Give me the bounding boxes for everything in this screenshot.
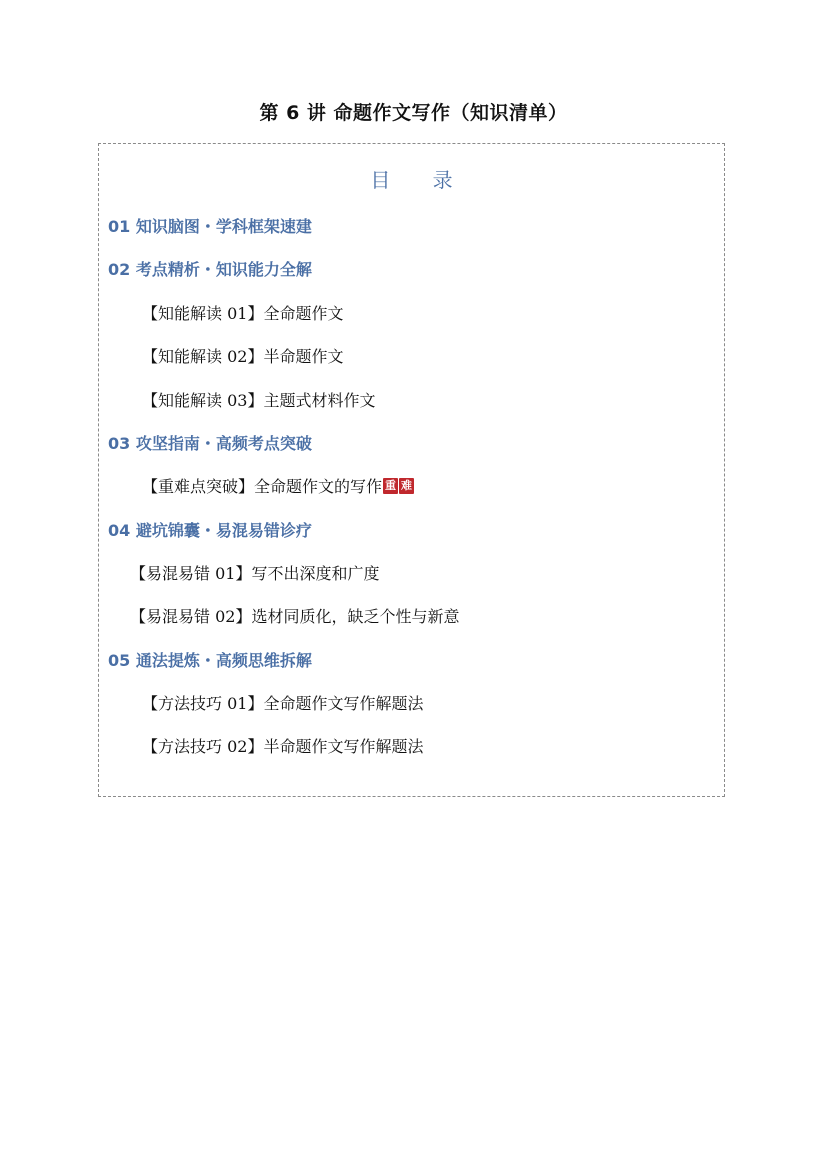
toc-item-method-01[interactable]: 【方法技巧 01】全命题作文写作解题法 bbox=[142, 694, 424, 713]
page-title: 第 6 讲 命题作文写作（知识清单） bbox=[259, 102, 568, 124]
toc-section-03[interactable]: 03 攻坚指南・高频考点突破 bbox=[108, 434, 312, 453]
toc-section-04[interactable]: 04 避坑锦囊・易混易错诊疗 bbox=[108, 521, 312, 540]
toc-item-zhineng-02[interactable]: 【知能解读 02】半命题作文 bbox=[142, 347, 344, 366]
toc-item-zhineng-03[interactable]: 【知能解读 03】主题式材料作文 bbox=[142, 391, 376, 410]
toc-item-error-02[interactable]: 【易混易错 02】选材同质化，缺乏个性与新意 bbox=[130, 607, 460, 626]
key-point-badge: 重 bbox=[385, 479, 397, 492]
toc-item-error-01[interactable]: 【易混易错 01】写不出深度和广度 bbox=[130, 564, 380, 583]
toc-item-method-02[interactable]: 【方法技巧 02】半命题作文写作解题法 bbox=[142, 737, 424, 756]
toc-item-zhineng-01[interactable]: 【知能解读 01】全命题作文 bbox=[142, 304, 344, 323]
toc-heading: 目 录 bbox=[370, 168, 471, 192]
toc-item-key-difficulty[interactable] bbox=[142, 474, 414, 497]
table-of-contents bbox=[98, 143, 725, 797]
toc-section-01[interactable]: 01 知识脑图・学科框架速建 bbox=[108, 217, 312, 236]
difficulty-badge: 难 bbox=[401, 479, 413, 492]
toc-section-05[interactable]: 05 通法提炼・高频思维拆解 bbox=[108, 651, 312, 670]
toc-item-label: 【重难点突破】全命题作文的写作 bbox=[142, 477, 383, 496]
toc-section-02[interactable]: 02 考点精析・知识能力全解 bbox=[108, 260, 312, 279]
